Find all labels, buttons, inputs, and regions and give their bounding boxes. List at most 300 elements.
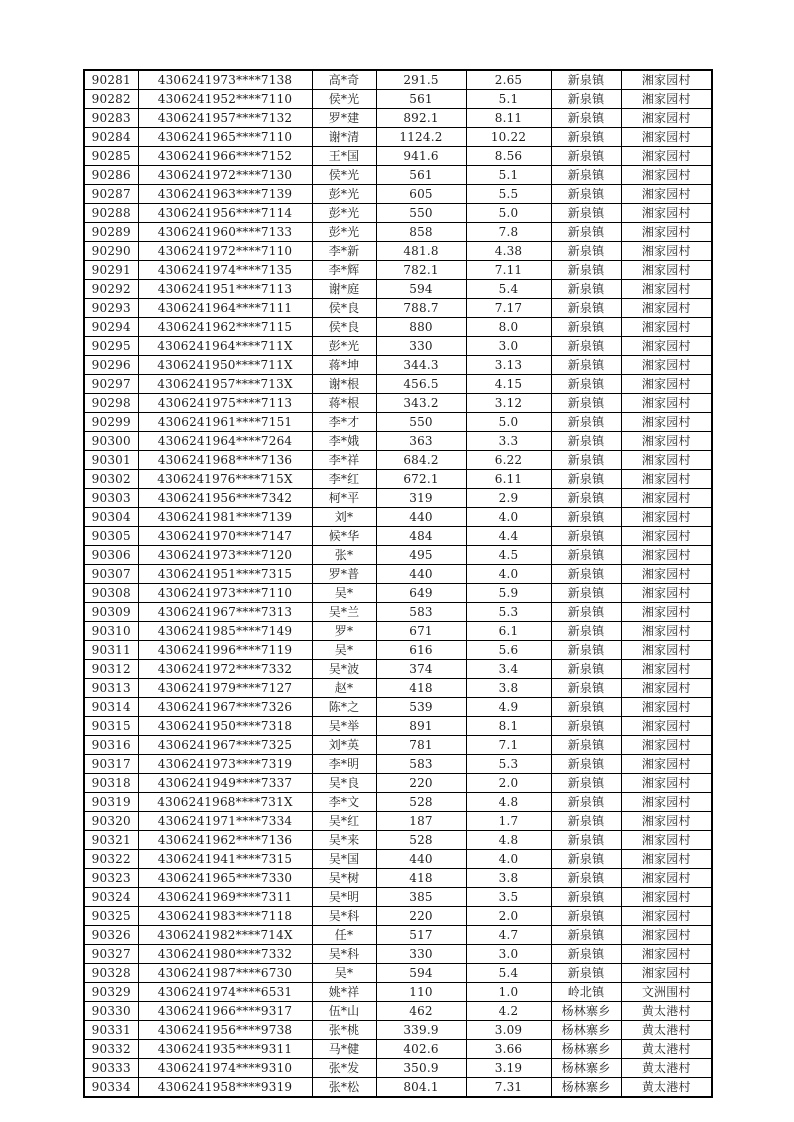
cell-name: 李*红 bbox=[312, 470, 376, 489]
cell-amount: 594 bbox=[376, 280, 466, 299]
cell-name: 吴*科 bbox=[312, 945, 376, 964]
cell-township: 新泉镇 bbox=[551, 679, 621, 698]
cell-name: 张*桃 bbox=[312, 1021, 376, 1040]
cell-rate: 7.1 bbox=[466, 736, 551, 755]
table-row bbox=[84, 128, 712, 147]
cell-rate: 3.66 bbox=[466, 1040, 551, 1059]
cell-village: 湘家园村 bbox=[621, 356, 712, 375]
cell-township: 新泉镇 bbox=[551, 432, 621, 451]
cell-name: 吴* bbox=[312, 964, 376, 983]
cell-name: 吴*国 bbox=[312, 850, 376, 869]
table-row bbox=[84, 1040, 712, 1059]
cell-index: 90289 bbox=[84, 223, 138, 242]
cell-township: 新泉镇 bbox=[551, 166, 621, 185]
cell-village: 黄太港村 bbox=[621, 1002, 712, 1021]
cell-index: 90334 bbox=[84, 1078, 138, 1098]
table-row bbox=[84, 527, 712, 546]
cell-rate: 5.0 bbox=[466, 204, 551, 223]
table-row bbox=[84, 1002, 712, 1021]
cell-rate: 7.8 bbox=[466, 223, 551, 242]
cell-id-number: 4306241980****7332 bbox=[138, 945, 312, 964]
cell-id-number: 4306241950****711X bbox=[138, 356, 312, 375]
cell-id-number: 4306241973****7319 bbox=[138, 755, 312, 774]
cell-village: 湘家园村 bbox=[621, 622, 712, 641]
cell-name: 彭*光 bbox=[312, 337, 376, 356]
cell-township: 杨林寨乡 bbox=[551, 1059, 621, 1078]
cell-township: 新泉镇 bbox=[551, 907, 621, 926]
cell-index: 90331 bbox=[84, 1021, 138, 1040]
cell-id-number: 4306241951****7315 bbox=[138, 565, 312, 584]
cell-name: 张*发 bbox=[312, 1059, 376, 1078]
cell-rate: 4.4 bbox=[466, 527, 551, 546]
cell-name: 候*华 bbox=[312, 527, 376, 546]
cell-village: 湘家园村 bbox=[621, 527, 712, 546]
cell-index: 90318 bbox=[84, 774, 138, 793]
cell-name: 高*奇 bbox=[312, 70, 376, 90]
cell-index: 90294 bbox=[84, 318, 138, 337]
cell-township: 新泉镇 bbox=[551, 660, 621, 679]
table-row bbox=[84, 964, 712, 983]
cell-index: 90291 bbox=[84, 261, 138, 280]
cell-id-number: 4306241956****7342 bbox=[138, 489, 312, 508]
cell-name: 吴*举 bbox=[312, 717, 376, 736]
cell-name: 李*祥 bbox=[312, 451, 376, 470]
table-row bbox=[84, 622, 712, 641]
cell-id-number: 4306241961****7151 bbox=[138, 413, 312, 432]
cell-village: 湘家园村 bbox=[621, 641, 712, 660]
cell-name: 王*国 bbox=[312, 147, 376, 166]
cell-township: 新泉镇 bbox=[551, 546, 621, 565]
cell-id-number: 4306241950****7318 bbox=[138, 717, 312, 736]
cell-index: 90295 bbox=[84, 337, 138, 356]
cell-id-number: 4306241983****7118 bbox=[138, 907, 312, 926]
cell-village: 湘家园村 bbox=[621, 318, 712, 337]
cell-township: 新泉镇 bbox=[551, 147, 621, 166]
cell-rate: 4.7 bbox=[466, 926, 551, 945]
cell-township: 新泉镇 bbox=[551, 508, 621, 527]
cell-name: 蒋*根 bbox=[312, 394, 376, 413]
cell-amount: 220 bbox=[376, 774, 466, 793]
cell-amount: 892.1 bbox=[376, 109, 466, 128]
cell-index: 90330 bbox=[84, 1002, 138, 1021]
table-row bbox=[84, 888, 712, 907]
cell-amount: 858 bbox=[376, 223, 466, 242]
cell-amount: 456.5 bbox=[376, 375, 466, 394]
cell-township: 新泉镇 bbox=[551, 717, 621, 736]
cell-amount: 616 bbox=[376, 641, 466, 660]
cell-amount: 440 bbox=[376, 508, 466, 527]
cell-index: 90307 bbox=[84, 565, 138, 584]
cell-name: 马*健 bbox=[312, 1040, 376, 1059]
cell-rate: 3.5 bbox=[466, 888, 551, 907]
cell-id-number: 4306241974****9310 bbox=[138, 1059, 312, 1078]
cell-rate: 5.5 bbox=[466, 185, 551, 204]
table-row bbox=[84, 546, 712, 565]
cell-amount: 539 bbox=[376, 698, 466, 717]
cell-id-number: 4306241967****7326 bbox=[138, 698, 312, 717]
cell-name: 李*文 bbox=[312, 793, 376, 812]
cell-rate: 5.9 bbox=[466, 584, 551, 603]
cell-index: 90320 bbox=[84, 812, 138, 831]
table-row bbox=[84, 698, 712, 717]
cell-rate: 5.3 bbox=[466, 755, 551, 774]
cell-index: 90333 bbox=[84, 1059, 138, 1078]
cell-amount: 528 bbox=[376, 831, 466, 850]
cell-rate: 7.17 bbox=[466, 299, 551, 318]
cell-amount: 330 bbox=[376, 337, 466, 356]
cell-name: 伍*山 bbox=[312, 1002, 376, 1021]
cell-township: 新泉镇 bbox=[551, 90, 621, 109]
cell-rate: 6.22 bbox=[466, 451, 551, 470]
cell-rate: 5.4 bbox=[466, 964, 551, 983]
cell-rate: 5.1 bbox=[466, 166, 551, 185]
cell-township: 岭北镇 bbox=[551, 983, 621, 1002]
cell-village: 湘家园村 bbox=[621, 869, 712, 888]
cell-rate: 4.8 bbox=[466, 831, 551, 850]
cell-village: 湘家园村 bbox=[621, 128, 712, 147]
cell-village: 湘家园村 bbox=[621, 109, 712, 128]
cell-village: 湘家园村 bbox=[621, 546, 712, 565]
cell-village: 湘家园村 bbox=[621, 375, 712, 394]
cell-township: 新泉镇 bbox=[551, 128, 621, 147]
cell-amount: 440 bbox=[376, 565, 466, 584]
cell-village: 湘家园村 bbox=[621, 489, 712, 508]
table-row bbox=[84, 451, 712, 470]
cell-amount: 561 bbox=[376, 90, 466, 109]
cell-index: 90316 bbox=[84, 736, 138, 755]
cell-name: 刘* bbox=[312, 508, 376, 527]
cell-id-number: 4306241975****7113 bbox=[138, 394, 312, 413]
cell-name: 侯*良 bbox=[312, 318, 376, 337]
cell-index: 90327 bbox=[84, 945, 138, 964]
table-row bbox=[84, 394, 712, 413]
cell-index: 90303 bbox=[84, 489, 138, 508]
cell-rate: 1.0 bbox=[466, 983, 551, 1002]
cell-index: 90290 bbox=[84, 242, 138, 261]
cell-township: 新泉镇 bbox=[551, 964, 621, 983]
cell-township: 新泉镇 bbox=[551, 394, 621, 413]
cell-name: 罗*建 bbox=[312, 109, 376, 128]
table-row bbox=[84, 508, 712, 527]
cell-amount: 110 bbox=[376, 983, 466, 1002]
cell-index: 90281 bbox=[84, 70, 138, 90]
table-row bbox=[84, 1059, 712, 1078]
cell-village: 湘家园村 bbox=[621, 394, 712, 413]
cell-village: 湘家园村 bbox=[621, 337, 712, 356]
cell-township: 新泉镇 bbox=[551, 793, 621, 812]
cell-id-number: 4306241958****9319 bbox=[138, 1078, 312, 1098]
table-row bbox=[84, 70, 712, 90]
cell-village: 黄太港村 bbox=[621, 1040, 712, 1059]
cell-name: 蒋*坤 bbox=[312, 356, 376, 375]
cell-village: 湘家园村 bbox=[621, 945, 712, 964]
cell-township: 新泉镇 bbox=[551, 280, 621, 299]
cell-id-number: 4306241982****714X bbox=[138, 926, 312, 945]
table-row bbox=[84, 603, 712, 622]
cell-id-number: 4306241965****7330 bbox=[138, 869, 312, 888]
cell-rate: 5.1 bbox=[466, 90, 551, 109]
cell-village: 湘家园村 bbox=[621, 432, 712, 451]
table-row bbox=[84, 584, 712, 603]
cell-name: 罗*普 bbox=[312, 565, 376, 584]
cell-village: 湘家园村 bbox=[621, 660, 712, 679]
cell-id-number: 4306241965****7110 bbox=[138, 128, 312, 147]
cell-village: 湘家园村 bbox=[621, 90, 712, 109]
cell-village: 湘家园村 bbox=[621, 508, 712, 527]
cell-name: 陈*之 bbox=[312, 698, 376, 717]
cell-amount: 672.1 bbox=[376, 470, 466, 489]
cell-id-number: 4306241968****7136 bbox=[138, 451, 312, 470]
cell-id-number: 4306241941****7315 bbox=[138, 850, 312, 869]
cell-village: 湘家园村 bbox=[621, 755, 712, 774]
cell-village: 湘家园村 bbox=[621, 907, 712, 926]
cell-name: 吴*科 bbox=[312, 907, 376, 926]
cell-township: 新泉镇 bbox=[551, 926, 621, 945]
cell-rate: 4.0 bbox=[466, 508, 551, 527]
cell-name: 吴*波 bbox=[312, 660, 376, 679]
cell-rate: 10.22 bbox=[466, 128, 551, 147]
cell-index: 90321 bbox=[84, 831, 138, 850]
cell-name: 任* bbox=[312, 926, 376, 945]
cell-id-number: 4306241972****7110 bbox=[138, 242, 312, 261]
cell-index: 90301 bbox=[84, 451, 138, 470]
table-row bbox=[84, 90, 712, 109]
cell-village: 湘家园村 bbox=[621, 679, 712, 698]
cell-township: 新泉镇 bbox=[551, 527, 621, 546]
table-row bbox=[84, 242, 712, 261]
cell-name: 张* bbox=[312, 546, 376, 565]
cell-village: 湘家园村 bbox=[621, 185, 712, 204]
table-row bbox=[84, 147, 712, 166]
cell-township: 新泉镇 bbox=[551, 736, 621, 755]
cell-id-number: 4306241973****7138 bbox=[138, 70, 312, 90]
table-row bbox=[84, 489, 712, 508]
cell-amount: 484 bbox=[376, 527, 466, 546]
cell-id-number: 4306241963****7139 bbox=[138, 185, 312, 204]
cell-township: 新泉镇 bbox=[551, 888, 621, 907]
cell-id-number: 4306241960****7133 bbox=[138, 223, 312, 242]
cell-index: 90298 bbox=[84, 394, 138, 413]
cell-amount: 781 bbox=[376, 736, 466, 755]
cell-township: 新泉镇 bbox=[551, 109, 621, 128]
table-row bbox=[84, 565, 712, 584]
cell-name: 吴*明 bbox=[312, 888, 376, 907]
cell-township: 新泉镇 bbox=[551, 812, 621, 831]
cell-id-number: 4306241964****711X bbox=[138, 337, 312, 356]
cell-id-number: 4306241974****7135 bbox=[138, 261, 312, 280]
cell-village: 湘家园村 bbox=[621, 470, 712, 489]
cell-index: 90300 bbox=[84, 432, 138, 451]
cell-township: 新泉镇 bbox=[551, 70, 621, 90]
cell-index: 90292 bbox=[84, 280, 138, 299]
cell-name: 吴*红 bbox=[312, 812, 376, 831]
cell-rate: 4.15 bbox=[466, 375, 551, 394]
table-row bbox=[84, 185, 712, 204]
cell-village: 湘家园村 bbox=[621, 70, 712, 90]
cell-index: 90313 bbox=[84, 679, 138, 698]
cell-village: 黄太港村 bbox=[621, 1059, 712, 1078]
cell-amount: 343.2 bbox=[376, 394, 466, 413]
cell-township: 新泉镇 bbox=[551, 622, 621, 641]
cell-amount: 374 bbox=[376, 660, 466, 679]
cell-name: 吴*兰 bbox=[312, 603, 376, 622]
table-row bbox=[84, 774, 712, 793]
cell-amount: 187 bbox=[376, 812, 466, 831]
cell-village: 湘家园村 bbox=[621, 451, 712, 470]
cell-name: 罗* bbox=[312, 622, 376, 641]
table-row bbox=[84, 109, 712, 128]
table-row bbox=[84, 204, 712, 223]
cell-name: 谢*根 bbox=[312, 375, 376, 394]
cell-name: 李*才 bbox=[312, 413, 376, 432]
cell-rate: 4.0 bbox=[466, 565, 551, 584]
cell-township: 新泉镇 bbox=[551, 489, 621, 508]
cell-amount: 291.5 bbox=[376, 70, 466, 90]
cell-index: 90283 bbox=[84, 109, 138, 128]
cell-township: 杨林寨乡 bbox=[551, 1021, 621, 1040]
table-row bbox=[84, 831, 712, 850]
cell-id-number: 4306241973****7110 bbox=[138, 584, 312, 603]
cell-village: 湘家园村 bbox=[621, 698, 712, 717]
cell-amount: 528 bbox=[376, 793, 466, 812]
cell-index: 90286 bbox=[84, 166, 138, 185]
cell-id-number: 4306241962****7136 bbox=[138, 831, 312, 850]
cell-index: 90288 bbox=[84, 204, 138, 223]
cell-rate: 8.1 bbox=[466, 717, 551, 736]
cell-rate: 3.8 bbox=[466, 869, 551, 888]
cell-rate: 3.09 bbox=[466, 1021, 551, 1040]
cell-village: 湘家园村 bbox=[621, 888, 712, 907]
cell-rate: 7.31 bbox=[466, 1078, 551, 1098]
cell-id-number: 4306241957****713X bbox=[138, 375, 312, 394]
table-row bbox=[84, 679, 712, 698]
cell-rate: 2.0 bbox=[466, 774, 551, 793]
table-row bbox=[84, 850, 712, 869]
cell-village: 湘家园村 bbox=[621, 850, 712, 869]
cell-amount: 941.6 bbox=[376, 147, 466, 166]
cell-name: 刘*英 bbox=[312, 736, 376, 755]
cell-name: 李*新 bbox=[312, 242, 376, 261]
cell-village: 湘家园村 bbox=[621, 584, 712, 603]
cell-name: 彭*光 bbox=[312, 204, 376, 223]
cell-village: 湘家园村 bbox=[621, 223, 712, 242]
table-row bbox=[84, 280, 712, 299]
cell-amount: 462 bbox=[376, 1002, 466, 1021]
cell-id-number: 4306241979****7127 bbox=[138, 679, 312, 698]
cell-amount: 1124.2 bbox=[376, 128, 466, 147]
cell-rate: 8.56 bbox=[466, 147, 551, 166]
cell-village: 湘家园村 bbox=[621, 831, 712, 850]
cell-id-number: 4306241972****7130 bbox=[138, 166, 312, 185]
table-row bbox=[84, 223, 712, 242]
cell-township: 新泉镇 bbox=[551, 831, 621, 850]
cell-name: 侯*光 bbox=[312, 90, 376, 109]
cell-index: 90315 bbox=[84, 717, 138, 736]
cell-id-number: 4306241969****7311 bbox=[138, 888, 312, 907]
cell-amount: 363 bbox=[376, 432, 466, 451]
cell-rate: 7.11 bbox=[466, 261, 551, 280]
cell-name: 赵* bbox=[312, 679, 376, 698]
table-row bbox=[84, 660, 712, 679]
cell-rate: 4.38 bbox=[466, 242, 551, 261]
table-row bbox=[84, 945, 712, 964]
table-row bbox=[84, 261, 712, 280]
cell-rate: 3.0 bbox=[466, 945, 551, 964]
table-row bbox=[84, 755, 712, 774]
cell-township: 新泉镇 bbox=[551, 375, 621, 394]
cell-id-number: 4306241966****7152 bbox=[138, 147, 312, 166]
cell-id-number: 4306241956****9738 bbox=[138, 1021, 312, 1040]
cell-id-number: 4306241966****9317 bbox=[138, 1002, 312, 1021]
cell-amount: 344.3 bbox=[376, 356, 466, 375]
cell-id-number: 4306241957****7132 bbox=[138, 109, 312, 128]
cell-amount: 495 bbox=[376, 546, 466, 565]
cell-township: 新泉镇 bbox=[551, 869, 621, 888]
cell-village: 湘家园村 bbox=[621, 926, 712, 945]
cell-village: 湘家园村 bbox=[621, 261, 712, 280]
cell-rate: 3.12 bbox=[466, 394, 551, 413]
cell-name: 侯*良 bbox=[312, 299, 376, 318]
cell-village: 湘家园村 bbox=[621, 166, 712, 185]
cell-rate: 2.0 bbox=[466, 907, 551, 926]
cell-rate: 8.11 bbox=[466, 109, 551, 128]
cell-name: 谢*庭 bbox=[312, 280, 376, 299]
cell-township: 新泉镇 bbox=[551, 850, 621, 869]
records-table bbox=[83, 69, 713, 1098]
table-row bbox=[84, 375, 712, 394]
table-row bbox=[84, 1078, 712, 1098]
cell-township: 新泉镇 bbox=[551, 204, 621, 223]
cell-rate: 5.4 bbox=[466, 280, 551, 299]
cell-index: 90305 bbox=[84, 527, 138, 546]
cell-village: 湘家园村 bbox=[621, 736, 712, 755]
table-row bbox=[84, 926, 712, 945]
cell-amount: 339.9 bbox=[376, 1021, 466, 1040]
cell-index: 90314 bbox=[84, 698, 138, 717]
cell-id-number: 4306241971****7334 bbox=[138, 812, 312, 831]
cell-id-number: 4306241952****7110 bbox=[138, 90, 312, 109]
cell-id-number: 4306241996****7119 bbox=[138, 641, 312, 660]
cell-township: 新泉镇 bbox=[551, 337, 621, 356]
cell-township: 新泉镇 bbox=[551, 603, 621, 622]
cell-id-number: 4306241972****7332 bbox=[138, 660, 312, 679]
cell-id-number: 4306241967****7325 bbox=[138, 736, 312, 755]
cell-index: 90284 bbox=[84, 128, 138, 147]
cell-amount: 418 bbox=[376, 679, 466, 698]
cell-index: 90319 bbox=[84, 793, 138, 812]
cell-rate: 3.8 bbox=[466, 679, 551, 698]
cell-id-number: 4306241968****731X bbox=[138, 793, 312, 812]
cell-village: 湘家园村 bbox=[621, 603, 712, 622]
cell-amount: 550 bbox=[376, 204, 466, 223]
cell-village: 湘家园村 bbox=[621, 793, 712, 812]
cell-township: 新泉镇 bbox=[551, 565, 621, 584]
cell-rate: 5.0 bbox=[466, 413, 551, 432]
cell-index: 90329 bbox=[84, 983, 138, 1002]
cell-name: 张*松 bbox=[312, 1078, 376, 1098]
cell-id-number: 4306241973****7120 bbox=[138, 546, 312, 565]
cell-index: 90322 bbox=[84, 850, 138, 869]
cell-township: 新泉镇 bbox=[551, 223, 621, 242]
cell-village: 湘家园村 bbox=[621, 812, 712, 831]
cell-rate: 3.3 bbox=[466, 432, 551, 451]
cell-name: 柯*平 bbox=[312, 489, 376, 508]
cell-index: 90293 bbox=[84, 299, 138, 318]
cell-id-number: 4306241962****7115 bbox=[138, 318, 312, 337]
cell-village: 湘家园村 bbox=[621, 204, 712, 223]
cell-amount: 319 bbox=[376, 489, 466, 508]
cell-township: 新泉镇 bbox=[551, 356, 621, 375]
